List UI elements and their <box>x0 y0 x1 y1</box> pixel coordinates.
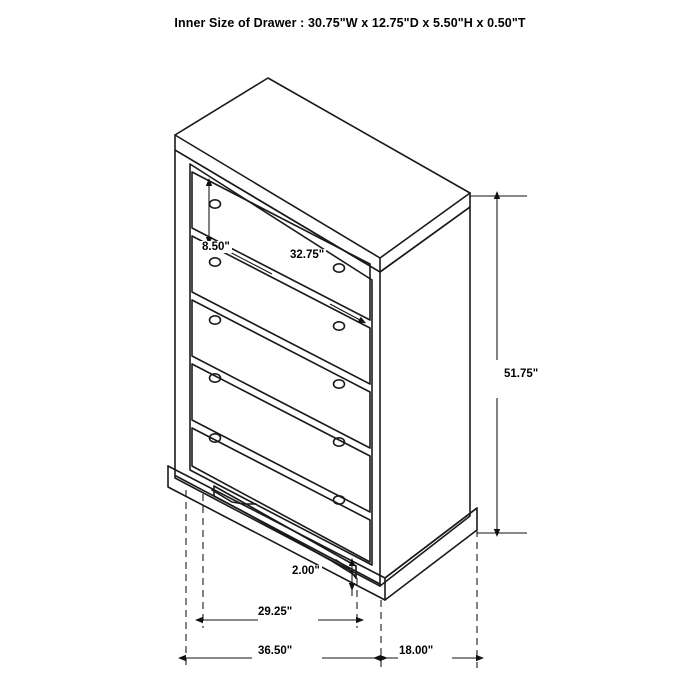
drawer-front-5 <box>192 428 370 562</box>
chest-side-face <box>380 207 470 586</box>
knob-5-right <box>334 496 345 504</box>
chest-base-top-line-right <box>385 508 477 578</box>
chest-top-edge-right <box>380 193 470 272</box>
knob-2-left <box>210 258 221 266</box>
chest-front-inset <box>190 164 372 565</box>
knob-2-right <box>334 322 345 330</box>
dim-label-overall-height: 51.75" <box>504 368 539 380</box>
knob-1-right <box>334 264 345 272</box>
knob-3-right <box>334 380 345 388</box>
chest-body <box>168 78 477 600</box>
page-title: Inner Size of Drawer : 30.75"W x 12.75"D x 5.50"H x 0.50"T <box>174 16 526 30</box>
chest-base-lip <box>176 476 380 584</box>
dim-label-drawer-height: 8.50" <box>202 241 230 253</box>
dim-label-overall-depth: 18.00" <box>399 645 434 657</box>
dim-label-foot-clearance: 2.00" <box>292 565 320 577</box>
dim-label-drawer-width: 32.75" <box>290 249 325 261</box>
knob-1-left <box>210 200 221 208</box>
chest-top-surface <box>175 78 470 258</box>
knob-3-left <box>210 316 221 324</box>
dim-label-inner-width: 29.25" <box>258 606 293 618</box>
dim-label-overall-width: 36.50" <box>258 645 293 657</box>
